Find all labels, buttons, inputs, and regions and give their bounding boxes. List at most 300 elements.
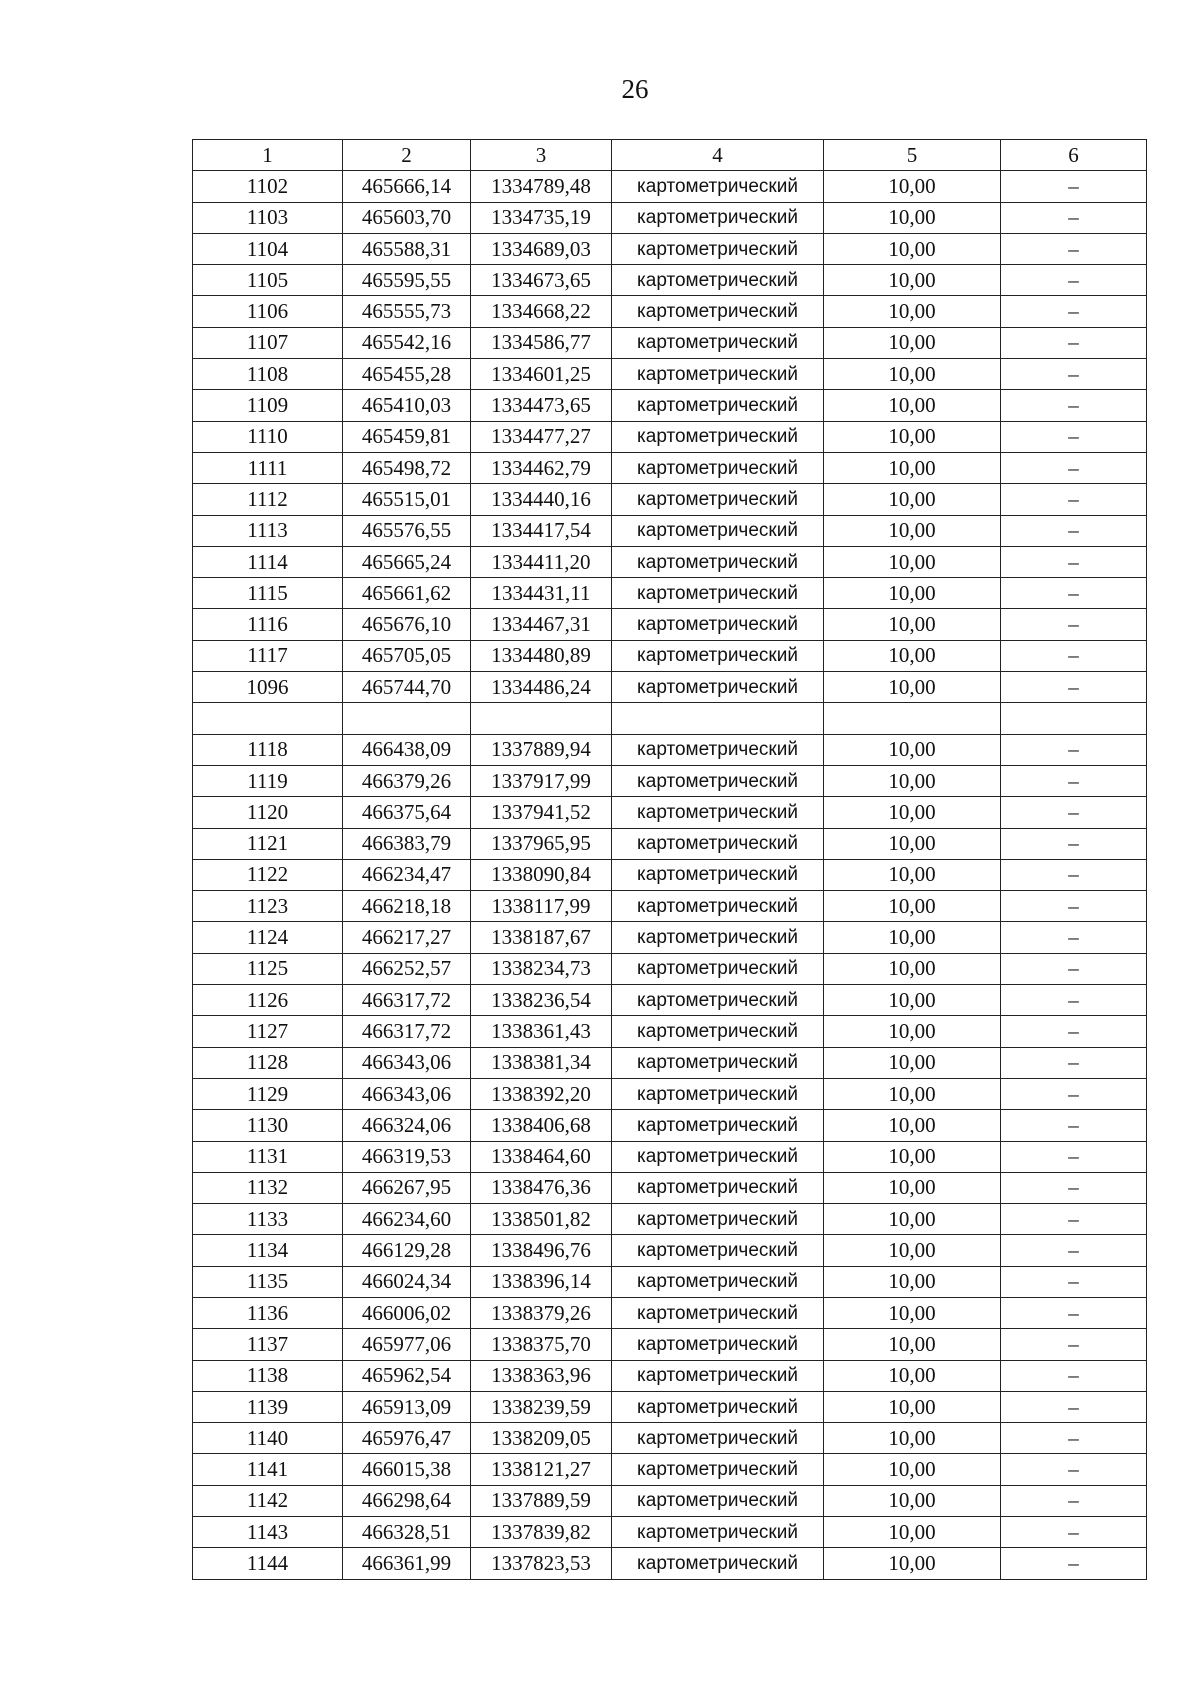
x-coordinate-cell: 466317,72 (343, 985, 471, 1016)
x-coordinate-cell: 465595,55 (343, 265, 471, 296)
y-coordinate-cell: 1338363,96 (471, 1360, 612, 1391)
y-coordinate-cell: 1334477,27 (471, 421, 612, 452)
note-cell: – (1001, 953, 1147, 984)
x-coordinate-cell: 466298,64 (343, 1485, 471, 1516)
point-number-cell: 1103 (193, 202, 343, 233)
accuracy-cell: 10,00 (824, 546, 1001, 577)
y-coordinate-cell: 1337889,59 (471, 1485, 612, 1516)
method-cell: картометрический (612, 1454, 824, 1485)
accuracy-cell: 10,00 (824, 515, 1001, 546)
note-cell: – (1001, 515, 1147, 546)
page-number: 26 (621, 74, 649, 104)
accuracy-cell: 10,00 (824, 1517, 1001, 1548)
x-coordinate-cell: 466234,47 (343, 859, 471, 890)
empty-cell (193, 703, 343, 734)
point-number-cell: 1120 (193, 797, 343, 828)
point-number-cell: 1140 (193, 1423, 343, 1454)
x-coordinate-cell: 466015,38 (343, 1454, 471, 1485)
accuracy-cell: 10,00 (824, 1548, 1001, 1579)
point-number-cell: 1127 (193, 1016, 343, 1047)
x-coordinate-cell: 466438,09 (343, 734, 471, 765)
accuracy-cell: 10,00 (824, 421, 1001, 452)
method-cell: картометрический (612, 390, 824, 421)
point-number-cell: 1144 (193, 1548, 343, 1579)
note-cell: – (1001, 296, 1147, 327)
point-number-cell: 1134 (193, 1235, 343, 1266)
x-coordinate-cell: 466267,95 (343, 1172, 471, 1203)
x-coordinate-cell: 466328,51 (343, 1517, 471, 1548)
accuracy-cell: 10,00 (824, 859, 1001, 890)
x-coordinate-cell: 466317,72 (343, 1016, 471, 1047)
header-col-2: 2 (343, 140, 471, 171)
y-coordinate-cell: 1334417,54 (471, 515, 612, 546)
y-coordinate-cell: 1338236,54 (471, 985, 612, 1016)
x-coordinate-cell: 466383,79 (343, 828, 471, 859)
note-cell: – (1001, 765, 1147, 796)
x-coordinate-cell: 465603,70 (343, 202, 471, 233)
accuracy-cell: 10,00 (824, 1141, 1001, 1172)
accuracy-cell: 10,00 (824, 233, 1001, 264)
note-cell: – (1001, 1078, 1147, 1109)
note-cell: – (1001, 828, 1147, 859)
accuracy-cell: 10,00 (824, 828, 1001, 859)
method-cell: картометрический (612, 734, 824, 765)
point-number-cell: 1107 (193, 327, 343, 358)
x-coordinate-cell: 465588,31 (343, 233, 471, 264)
note-cell: – (1001, 891, 1147, 922)
accuracy-cell: 10,00 (824, 1329, 1001, 1360)
x-coordinate-cell: 466024,34 (343, 1266, 471, 1297)
point-number-cell: 1138 (193, 1360, 343, 1391)
coordinates-table (192, 139, 1147, 1580)
method-cell: картометрический (612, 859, 824, 890)
table-row (193, 1266, 1147, 1297)
table-row (193, 1517, 1147, 1548)
table-row (193, 672, 1147, 703)
x-coordinate-cell: 465962,54 (343, 1360, 471, 1391)
y-coordinate-cell: 1338234,73 (471, 953, 612, 984)
x-coordinate-cell: 465977,06 (343, 1329, 471, 1360)
point-number-cell: 1113 (193, 515, 343, 546)
table-row (193, 202, 1147, 233)
method-cell: картометрический (612, 296, 824, 327)
note-cell: – (1001, 1423, 1147, 1454)
table-row (193, 1235, 1147, 1266)
point-number-cell: 1105 (193, 265, 343, 296)
table-row (193, 734, 1147, 765)
note-cell: – (1001, 452, 1147, 483)
method-cell: картометрический (612, 546, 824, 577)
accuracy-cell: 10,00 (824, 327, 1001, 358)
x-coordinate-cell: 465555,73 (343, 296, 471, 327)
x-coordinate-cell: 465705,05 (343, 640, 471, 671)
method-cell: картометрический (612, 1110, 824, 1141)
table-row (193, 765, 1147, 796)
header-col-5: 5 (824, 140, 1001, 171)
y-coordinate-cell: 1337889,94 (471, 734, 612, 765)
accuracy-cell: 10,00 (824, 1235, 1001, 1266)
y-coordinate-cell: 1334480,89 (471, 640, 612, 671)
x-coordinate-cell: 466218,18 (343, 891, 471, 922)
header-col-6: 6 (1001, 140, 1147, 171)
accuracy-cell: 10,00 (824, 765, 1001, 796)
point-number-cell: 1096 (193, 672, 343, 703)
x-coordinate-cell: 465542,16 (343, 327, 471, 358)
point-number-cell: 1111 (193, 452, 343, 483)
y-coordinate-cell: 1334411,20 (471, 546, 612, 577)
point-number-cell: 1137 (193, 1329, 343, 1360)
point-number-cell: 1121 (193, 828, 343, 859)
y-coordinate-cell: 1334689,03 (471, 233, 612, 264)
method-cell: картометрический (612, 1141, 824, 1172)
method-cell: картометрический (612, 421, 824, 452)
point-number-cell: 1102 (193, 171, 343, 202)
table-row (193, 1391, 1147, 1422)
separator-row (193, 703, 1147, 734)
table-row (193, 421, 1147, 452)
table-row (193, 1172, 1147, 1203)
note-cell: – (1001, 1517, 1147, 1548)
table-row (193, 1548, 1147, 1579)
y-coordinate-cell: 1338396,14 (471, 1266, 612, 1297)
note-cell: – (1001, 327, 1147, 358)
method-cell: картометрический (612, 327, 824, 358)
table-row (193, 1360, 1147, 1391)
method-cell: картометрический (612, 1423, 824, 1454)
table-row (193, 452, 1147, 483)
x-coordinate-cell: 465913,09 (343, 1391, 471, 1422)
y-coordinate-cell: 1337917,99 (471, 765, 612, 796)
table-body (193, 171, 1147, 1579)
point-number-cell: 1143 (193, 1517, 343, 1548)
accuracy-cell: 10,00 (824, 359, 1001, 390)
table-row (193, 359, 1147, 390)
point-number-cell: 1106 (193, 296, 343, 327)
x-coordinate-cell: 466343,06 (343, 1078, 471, 1109)
empty-cell (343, 703, 471, 734)
y-coordinate-cell: 1338476,36 (471, 1172, 612, 1203)
note-cell: – (1001, 171, 1147, 202)
table-row (193, 609, 1147, 640)
y-coordinate-cell: 1337965,95 (471, 828, 612, 859)
accuracy-cell: 10,00 (824, 1391, 1001, 1422)
table-row (193, 1454, 1147, 1485)
accuracy-cell: 10,00 (824, 640, 1001, 671)
method-cell: картометрический (612, 1078, 824, 1109)
empty-cell (824, 703, 1001, 734)
accuracy-cell: 10,00 (824, 1204, 1001, 1235)
table-row (193, 828, 1147, 859)
accuracy-cell: 10,00 (824, 797, 1001, 828)
table-row (193, 891, 1147, 922)
method-cell: картометрический (612, 359, 824, 390)
table-row (193, 1329, 1147, 1360)
y-coordinate-cell: 1338187,67 (471, 922, 612, 953)
x-coordinate-cell: 466379,26 (343, 765, 471, 796)
method-cell: картометрический (612, 922, 824, 953)
x-coordinate-cell: 465498,72 (343, 452, 471, 483)
x-coordinate-cell: 465410,03 (343, 390, 471, 421)
method-cell: картометрический (612, 265, 824, 296)
accuracy-cell: 10,00 (824, 1423, 1001, 1454)
method-cell: картометрический (612, 985, 824, 1016)
note-cell: – (1001, 1548, 1147, 1579)
note-cell: – (1001, 640, 1147, 671)
accuracy-cell: 10,00 (824, 296, 1001, 327)
accuracy-cell: 10,00 (824, 1172, 1001, 1203)
method-cell: картометрический (612, 672, 824, 703)
point-number-cell: 1109 (193, 390, 343, 421)
note-cell: – (1001, 1391, 1147, 1422)
note-cell: – (1001, 421, 1147, 452)
point-number-cell: 1117 (193, 640, 343, 671)
note-cell: – (1001, 1329, 1147, 1360)
accuracy-cell: 10,00 (824, 985, 1001, 1016)
accuracy-cell: 10,00 (824, 1485, 1001, 1516)
note-cell: – (1001, 1016, 1147, 1047)
x-coordinate-cell: 465459,81 (343, 421, 471, 452)
x-coordinate-cell: 465665,24 (343, 546, 471, 577)
method-cell: картометрический (612, 484, 824, 515)
y-coordinate-cell: 1338406,68 (471, 1110, 612, 1141)
note-cell: – (1001, 734, 1147, 765)
x-coordinate-cell: 465661,62 (343, 578, 471, 609)
table-row (193, 171, 1147, 202)
accuracy-cell: 10,00 (824, 171, 1001, 202)
point-number-cell: 1136 (193, 1297, 343, 1328)
x-coordinate-cell: 466361,99 (343, 1548, 471, 1579)
method-cell: картометрический (612, 452, 824, 483)
note-cell: – (1001, 1141, 1147, 1172)
method-cell: картометрический (612, 828, 824, 859)
note-cell: – (1001, 985, 1147, 1016)
y-coordinate-cell: 1338361,43 (471, 1016, 612, 1047)
note-cell: – (1001, 1485, 1147, 1516)
method-cell: картометрический (612, 578, 824, 609)
y-coordinate-cell: 1338392,20 (471, 1078, 612, 1109)
method-cell: картометрический (612, 1266, 824, 1297)
y-coordinate-cell: 1337941,52 (471, 797, 612, 828)
header-col-1: 1 (193, 140, 343, 171)
method-cell: картометрический (612, 1297, 824, 1328)
x-coordinate-cell: 466343,06 (343, 1047, 471, 1078)
point-number-cell: 1126 (193, 985, 343, 1016)
accuracy-cell: 10,00 (824, 1047, 1001, 1078)
table-row (193, 640, 1147, 671)
y-coordinate-cell: 1334431,11 (471, 578, 612, 609)
x-coordinate-cell: 466006,02 (343, 1297, 471, 1328)
note-cell: – (1001, 265, 1147, 296)
y-coordinate-cell: 1338209,05 (471, 1423, 612, 1454)
y-coordinate-cell: 1338496,76 (471, 1235, 612, 1266)
x-coordinate-cell: 465515,01 (343, 484, 471, 515)
method-cell: картометрический (612, 1360, 824, 1391)
table-row (193, 985, 1147, 1016)
point-number-cell: 1131 (193, 1141, 343, 1172)
point-number-cell: 1114 (193, 546, 343, 577)
table-row (193, 859, 1147, 890)
y-coordinate-cell: 1334668,22 (471, 296, 612, 327)
y-coordinate-cell: 1338375,70 (471, 1329, 612, 1360)
table-row (193, 515, 1147, 546)
note-cell: – (1001, 578, 1147, 609)
point-number-cell: 1104 (193, 233, 343, 264)
point-number-cell: 1139 (193, 1391, 343, 1422)
table-row (193, 578, 1147, 609)
method-cell: картометрический (612, 609, 824, 640)
accuracy-cell: 10,00 (824, 1360, 1001, 1391)
x-coordinate-cell: 466234,60 (343, 1204, 471, 1235)
x-coordinate-cell: 466217,27 (343, 922, 471, 953)
y-coordinate-cell: 1338239,59 (471, 1391, 612, 1422)
accuracy-cell: 10,00 (824, 202, 1001, 233)
accuracy-cell: 10,00 (824, 891, 1001, 922)
point-number-cell: 1108 (193, 359, 343, 390)
x-coordinate-cell: 465576,55 (343, 515, 471, 546)
y-coordinate-cell: 1338501,82 (471, 1204, 612, 1235)
y-coordinate-cell: 1338464,60 (471, 1141, 612, 1172)
y-coordinate-cell: 1334467,31 (471, 609, 612, 640)
y-coordinate-cell: 1334486,24 (471, 672, 612, 703)
note-cell: – (1001, 1235, 1147, 1266)
accuracy-cell: 10,00 (824, 484, 1001, 515)
accuracy-cell: 10,00 (824, 922, 1001, 953)
note-cell: – (1001, 390, 1147, 421)
y-coordinate-cell: 1334789,48 (471, 171, 612, 202)
note-cell: – (1001, 1454, 1147, 1485)
x-coordinate-cell: 466375,64 (343, 797, 471, 828)
x-coordinate-cell: 465455,28 (343, 359, 471, 390)
empty-cell (1001, 703, 1147, 734)
table-row (193, 1016, 1147, 1047)
table-row (193, 1204, 1147, 1235)
method-cell: картометрический (612, 640, 824, 671)
point-number-cell: 1124 (193, 922, 343, 953)
point-number-cell: 1118 (193, 734, 343, 765)
accuracy-cell: 10,00 (824, 1454, 1001, 1485)
accuracy-cell: 10,00 (824, 265, 1001, 296)
note-cell: – (1001, 1360, 1147, 1391)
method-cell: картометрический (612, 171, 824, 202)
note-cell: – (1001, 233, 1147, 264)
y-coordinate-cell: 1338090,84 (471, 859, 612, 890)
y-coordinate-cell: 1338381,34 (471, 1047, 612, 1078)
y-coordinate-cell: 1334462,79 (471, 452, 612, 483)
table-row (193, 484, 1147, 515)
note-cell: – (1001, 1297, 1147, 1328)
table-row (193, 1485, 1147, 1516)
accuracy-cell: 10,00 (824, 1016, 1001, 1047)
y-coordinate-cell: 1334586,77 (471, 327, 612, 358)
method-cell: картометрический (612, 233, 824, 264)
method-cell: картометрический (612, 1329, 824, 1360)
note-cell: – (1001, 359, 1147, 390)
method-cell: картометрический (612, 953, 824, 984)
x-coordinate-cell: 465676,10 (343, 609, 471, 640)
accuracy-cell: 10,00 (824, 578, 1001, 609)
method-cell: картометрический (612, 1016, 824, 1047)
accuracy-cell: 10,00 (824, 953, 1001, 984)
method-cell: картометрический (612, 1204, 824, 1235)
accuracy-cell: 10,00 (824, 1110, 1001, 1141)
y-coordinate-cell: 1334440,16 (471, 484, 612, 515)
x-coordinate-cell: 465666,14 (343, 171, 471, 202)
method-cell: картометрический (612, 515, 824, 546)
point-number-cell: 1110 (193, 421, 343, 452)
y-coordinate-cell: 1337839,82 (471, 1517, 612, 1548)
note-cell: – (1001, 922, 1147, 953)
y-coordinate-cell: 1334601,25 (471, 359, 612, 390)
x-coordinate-cell: 465744,70 (343, 672, 471, 703)
point-number-cell: 1116 (193, 609, 343, 640)
point-number-cell: 1125 (193, 953, 343, 984)
accuracy-cell: 10,00 (824, 672, 1001, 703)
table-row (193, 1078, 1147, 1109)
accuracy-cell: 10,00 (824, 609, 1001, 640)
table-row (193, 327, 1147, 358)
point-number-cell: 1132 (193, 1172, 343, 1203)
point-number-cell: 1112 (193, 484, 343, 515)
empty-cell (471, 703, 612, 734)
note-cell: – (1001, 1172, 1147, 1203)
note-cell: – (1001, 1047, 1147, 1078)
x-coordinate-cell: 466319,53 (343, 1141, 471, 1172)
method-cell: картометрический (612, 891, 824, 922)
x-coordinate-cell: 466252,57 (343, 953, 471, 984)
header-col-4: 4 (612, 140, 824, 171)
point-number-cell: 1123 (193, 891, 343, 922)
accuracy-cell: 10,00 (824, 1078, 1001, 1109)
point-number-cell: 1141 (193, 1454, 343, 1485)
empty-cell (612, 703, 824, 734)
point-number-cell: 1119 (193, 765, 343, 796)
table-row (193, 1297, 1147, 1328)
point-number-cell: 1128 (193, 1047, 343, 1078)
method-cell: картометрический (612, 1047, 824, 1078)
y-coordinate-cell: 1334473,65 (471, 390, 612, 421)
x-coordinate-cell: 465976,47 (343, 1423, 471, 1454)
accuracy-cell: 10,00 (824, 452, 1001, 483)
x-coordinate-cell: 466324,06 (343, 1110, 471, 1141)
y-coordinate-cell: 1334735,19 (471, 202, 612, 233)
note-cell: – (1001, 609, 1147, 640)
method-cell: картометрический (612, 1548, 824, 1579)
accuracy-cell: 10,00 (824, 734, 1001, 765)
note-cell: – (1001, 672, 1147, 703)
table-row (193, 265, 1147, 296)
y-coordinate-cell: 1338117,99 (471, 891, 612, 922)
note-cell: – (1001, 797, 1147, 828)
point-number-cell: 1122 (193, 859, 343, 890)
accuracy-cell: 10,00 (824, 390, 1001, 421)
table-row (193, 390, 1147, 421)
note-cell: – (1001, 1110, 1147, 1141)
point-number-cell: 1133 (193, 1204, 343, 1235)
y-coordinate-cell: 1338379,26 (471, 1297, 612, 1328)
table-row (193, 546, 1147, 577)
y-coordinate-cell: 1334673,65 (471, 265, 612, 296)
accuracy-cell: 10,00 (824, 1266, 1001, 1297)
table-row (193, 1047, 1147, 1078)
point-number-cell: 1135 (193, 1266, 343, 1297)
method-cell: картометрический (612, 1172, 824, 1203)
table-row (193, 296, 1147, 327)
point-number-cell: 1115 (193, 578, 343, 609)
point-number-cell: 1142 (193, 1485, 343, 1516)
accuracy-cell: 10,00 (824, 1297, 1001, 1328)
method-cell: картометрический (612, 797, 824, 828)
note-cell: – (1001, 484, 1147, 515)
